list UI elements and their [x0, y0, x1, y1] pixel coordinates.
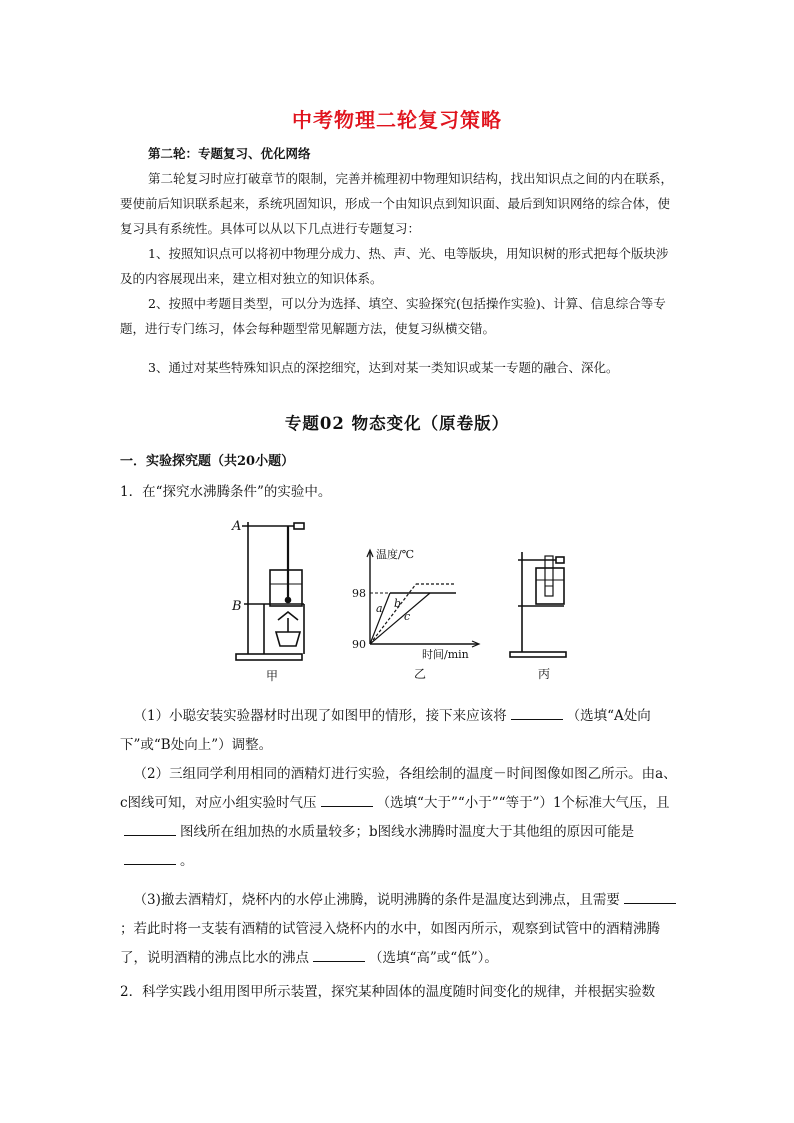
x-axis-label: 时间/min	[422, 648, 469, 661]
section-heading: 一．实验探究题（共20小题）	[120, 454, 295, 469]
question-1-part-3: （3)撤去酒精灯，烧杯内的水停止沸腾，说明沸腾的条件是温度达到沸点，且需要；若此时将一支装有酒精的试管浸入烧杯内的水中，如图丙所示，观察到试管中的酒精沸腾了，说明酒精的沸点比水的沸点 （选填“高”或“低”）。	[120, 886, 680, 973]
question-1-part-2: （2）三组同学利用相同的酒精灯进行实验，各组绘制的温度－时间图像如图乙所示。由a、c图线可知，对应小组实验时气压 （选填“大于”“小于”“等于”）1个标准大气压，且图线所在组加热的水质量较多；b图线水沸腾时温度大于其他组的原因可能是。	[120, 766, 677, 869]
question-1-stem: 1．在“探究水沸腾条件”的实验中。	[120, 484, 332, 500]
caption-jia: 甲	[266, 669, 279, 683]
answer-blank-6[interactable]	[313, 947, 365, 962]
y-tick-90: 90	[352, 638, 366, 651]
point-2: 2、按照中考题目类型，可以分为选择、填空、实验探究(包括操作实验)、计算、信息综合等专题，进行专门练习，体会每种题型常见解题方法，使复习纵横交错。	[120, 296, 666, 336]
figure-bing	[498, 546, 588, 684]
label-b: B	[232, 599, 242, 614]
caption-yi: 乙	[414, 667, 427, 681]
answer-blank-4[interactable]	[124, 850, 176, 865]
answer-blank-3[interactable]	[124, 821, 176, 836]
label-a: A	[232, 519, 242, 534]
caption-bing: 丙	[538, 667, 551, 681]
series-b-label: b	[394, 597, 402, 610]
question-2-stem: 2．科学实践小组用图甲所示装置，探究某种固体的温度随时间变化的规律，并根据实验数	[120, 984, 656, 1000]
question-1-part-1: （1）小聪安装实验器材时出现了如图甲的情形，接下来应该将 （选填“A处向下”或“B处向上”）调整。	[120, 702, 680, 760]
subtitle: 第二轮：专题复习、优化网络	[148, 146, 311, 161]
y-tick-98: 98	[352, 587, 366, 600]
answer-blank-1[interactable]	[511, 705, 563, 720]
answer-blank-2[interactable]	[321, 792, 373, 807]
series-a-label: a	[376, 602, 383, 615]
point-3: 3、通过对某些特殊知识点的深挖细究，达到对某一类知识或某一专题的融合、深化。	[148, 360, 619, 375]
page-title: 中考物理二轮复习策略	[292, 108, 502, 132]
figure-yi-graph	[350, 544, 490, 684]
topic-title: 专题02 物态变化（原卷版）	[284, 414, 510, 433]
figure-jia	[228, 514, 318, 684]
intro-paragraph: 第二轮复习时应打破章节的限制，完善并梳理初中物理知识结构，找出知识点之间的内在联系，要使前后知识联系起来，系统巩固知识，形成一个由知识点到知识面、最后到知识网络的综合体，使复习具有系统性。具体可以从以下几点进行专题复习：	[120, 171, 674, 236]
series-c-label: c	[404, 610, 411, 623]
point-1: 1、按照知识点可以将初中物理分成力、热、声、光、电等版块，用知识树的形式把每个版块涉及的内容展现出来，建立相对独立的知识体系。	[120, 246, 669, 286]
y-axis-label: 温度/℃	[376, 548, 415, 561]
answer-blank-5[interactable]	[624, 889, 676, 904]
